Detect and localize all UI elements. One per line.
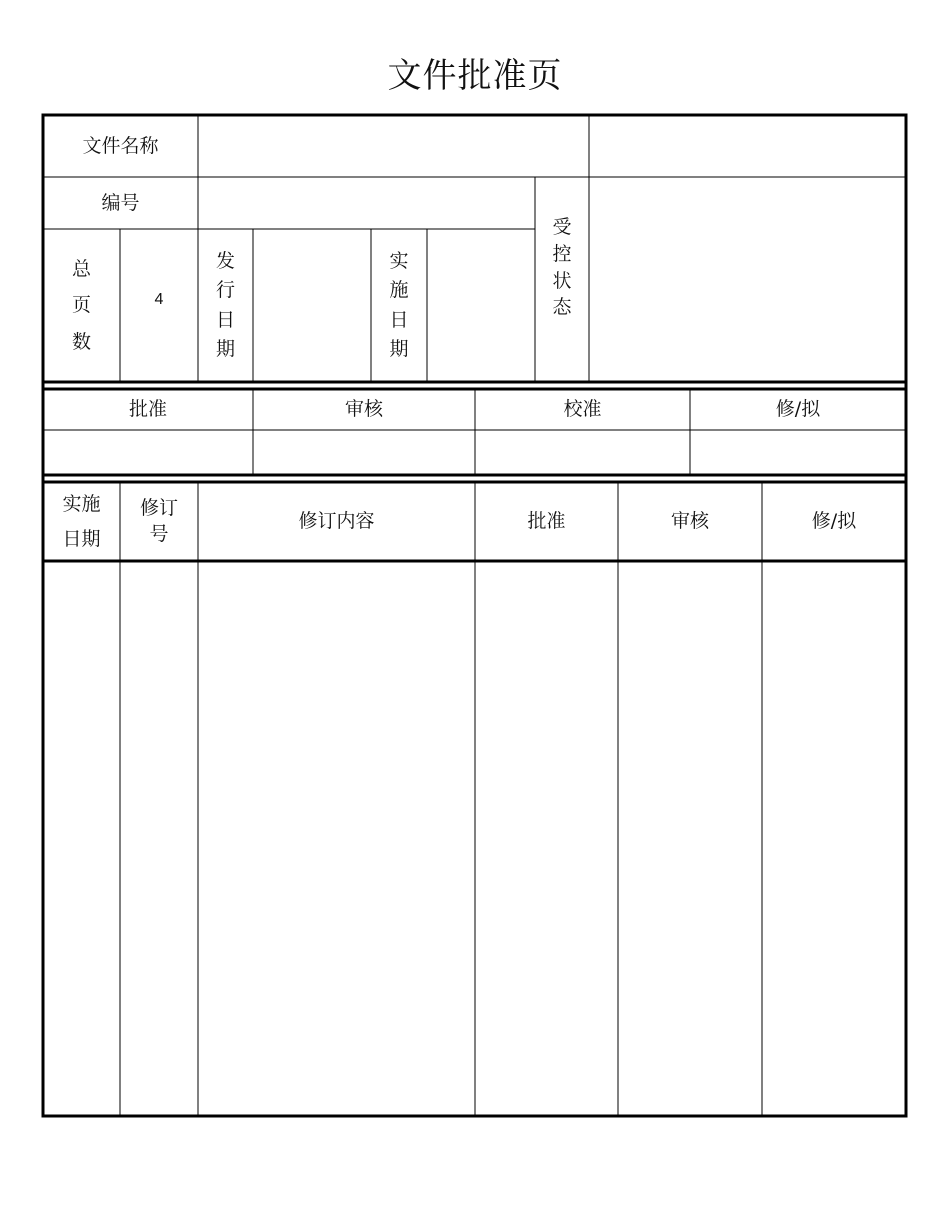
revision-header-content: 修订内容: [298, 510, 375, 533]
control-status-label: 受 控 状 态: [552, 216, 572, 319]
effective-date-field[interactable]: [427, 229, 535, 382]
approval-header-approve: 批准: [128, 398, 167, 421]
revision-header-approve: 批准: [527, 510, 566, 533]
doc-name-field[interactable]: [198, 115, 589, 177]
control-status-field[interactable]: [589, 177, 906, 382]
approval-value-draft[interactable]: [690, 430, 906, 475]
page-title: 文件批准页: [387, 56, 563, 96]
total-pages-label: 总 页 数: [71, 258, 91, 353]
approval-value-calibrate[interactable]: [475, 430, 690, 475]
revision-header-effective-date: 实施 日期: [62, 493, 101, 550]
total-pages-value[interactable]: 4: [154, 291, 164, 309]
approval-value-approve[interactable]: [43, 430, 253, 475]
number-label: 编号: [101, 191, 140, 214]
doc-name-label: 文件名称: [82, 134, 159, 157]
revision-header-review: 审核: [670, 510, 709, 533]
approval-header-calibrate: 校准: [563, 398, 602, 421]
approval-header-draft: 修/拟: [775, 398, 821, 421]
issue-date-field[interactable]: [253, 229, 371, 382]
revision-header-draft: 修/拟: [811, 510, 857, 533]
approval-header-review: 审核: [344, 398, 383, 421]
revision-table-body[interactable]: [45, 563, 904, 1114]
revision-header-number: 修订 号: [139, 496, 178, 545]
number-field[interactable]: [198, 177, 535, 229]
issue-date-label: 发 行 日 期: [215, 249, 235, 360]
approval-value-review[interactable]: [253, 430, 475, 475]
effective-date-label: 实 施 日 期: [389, 249, 409, 360]
